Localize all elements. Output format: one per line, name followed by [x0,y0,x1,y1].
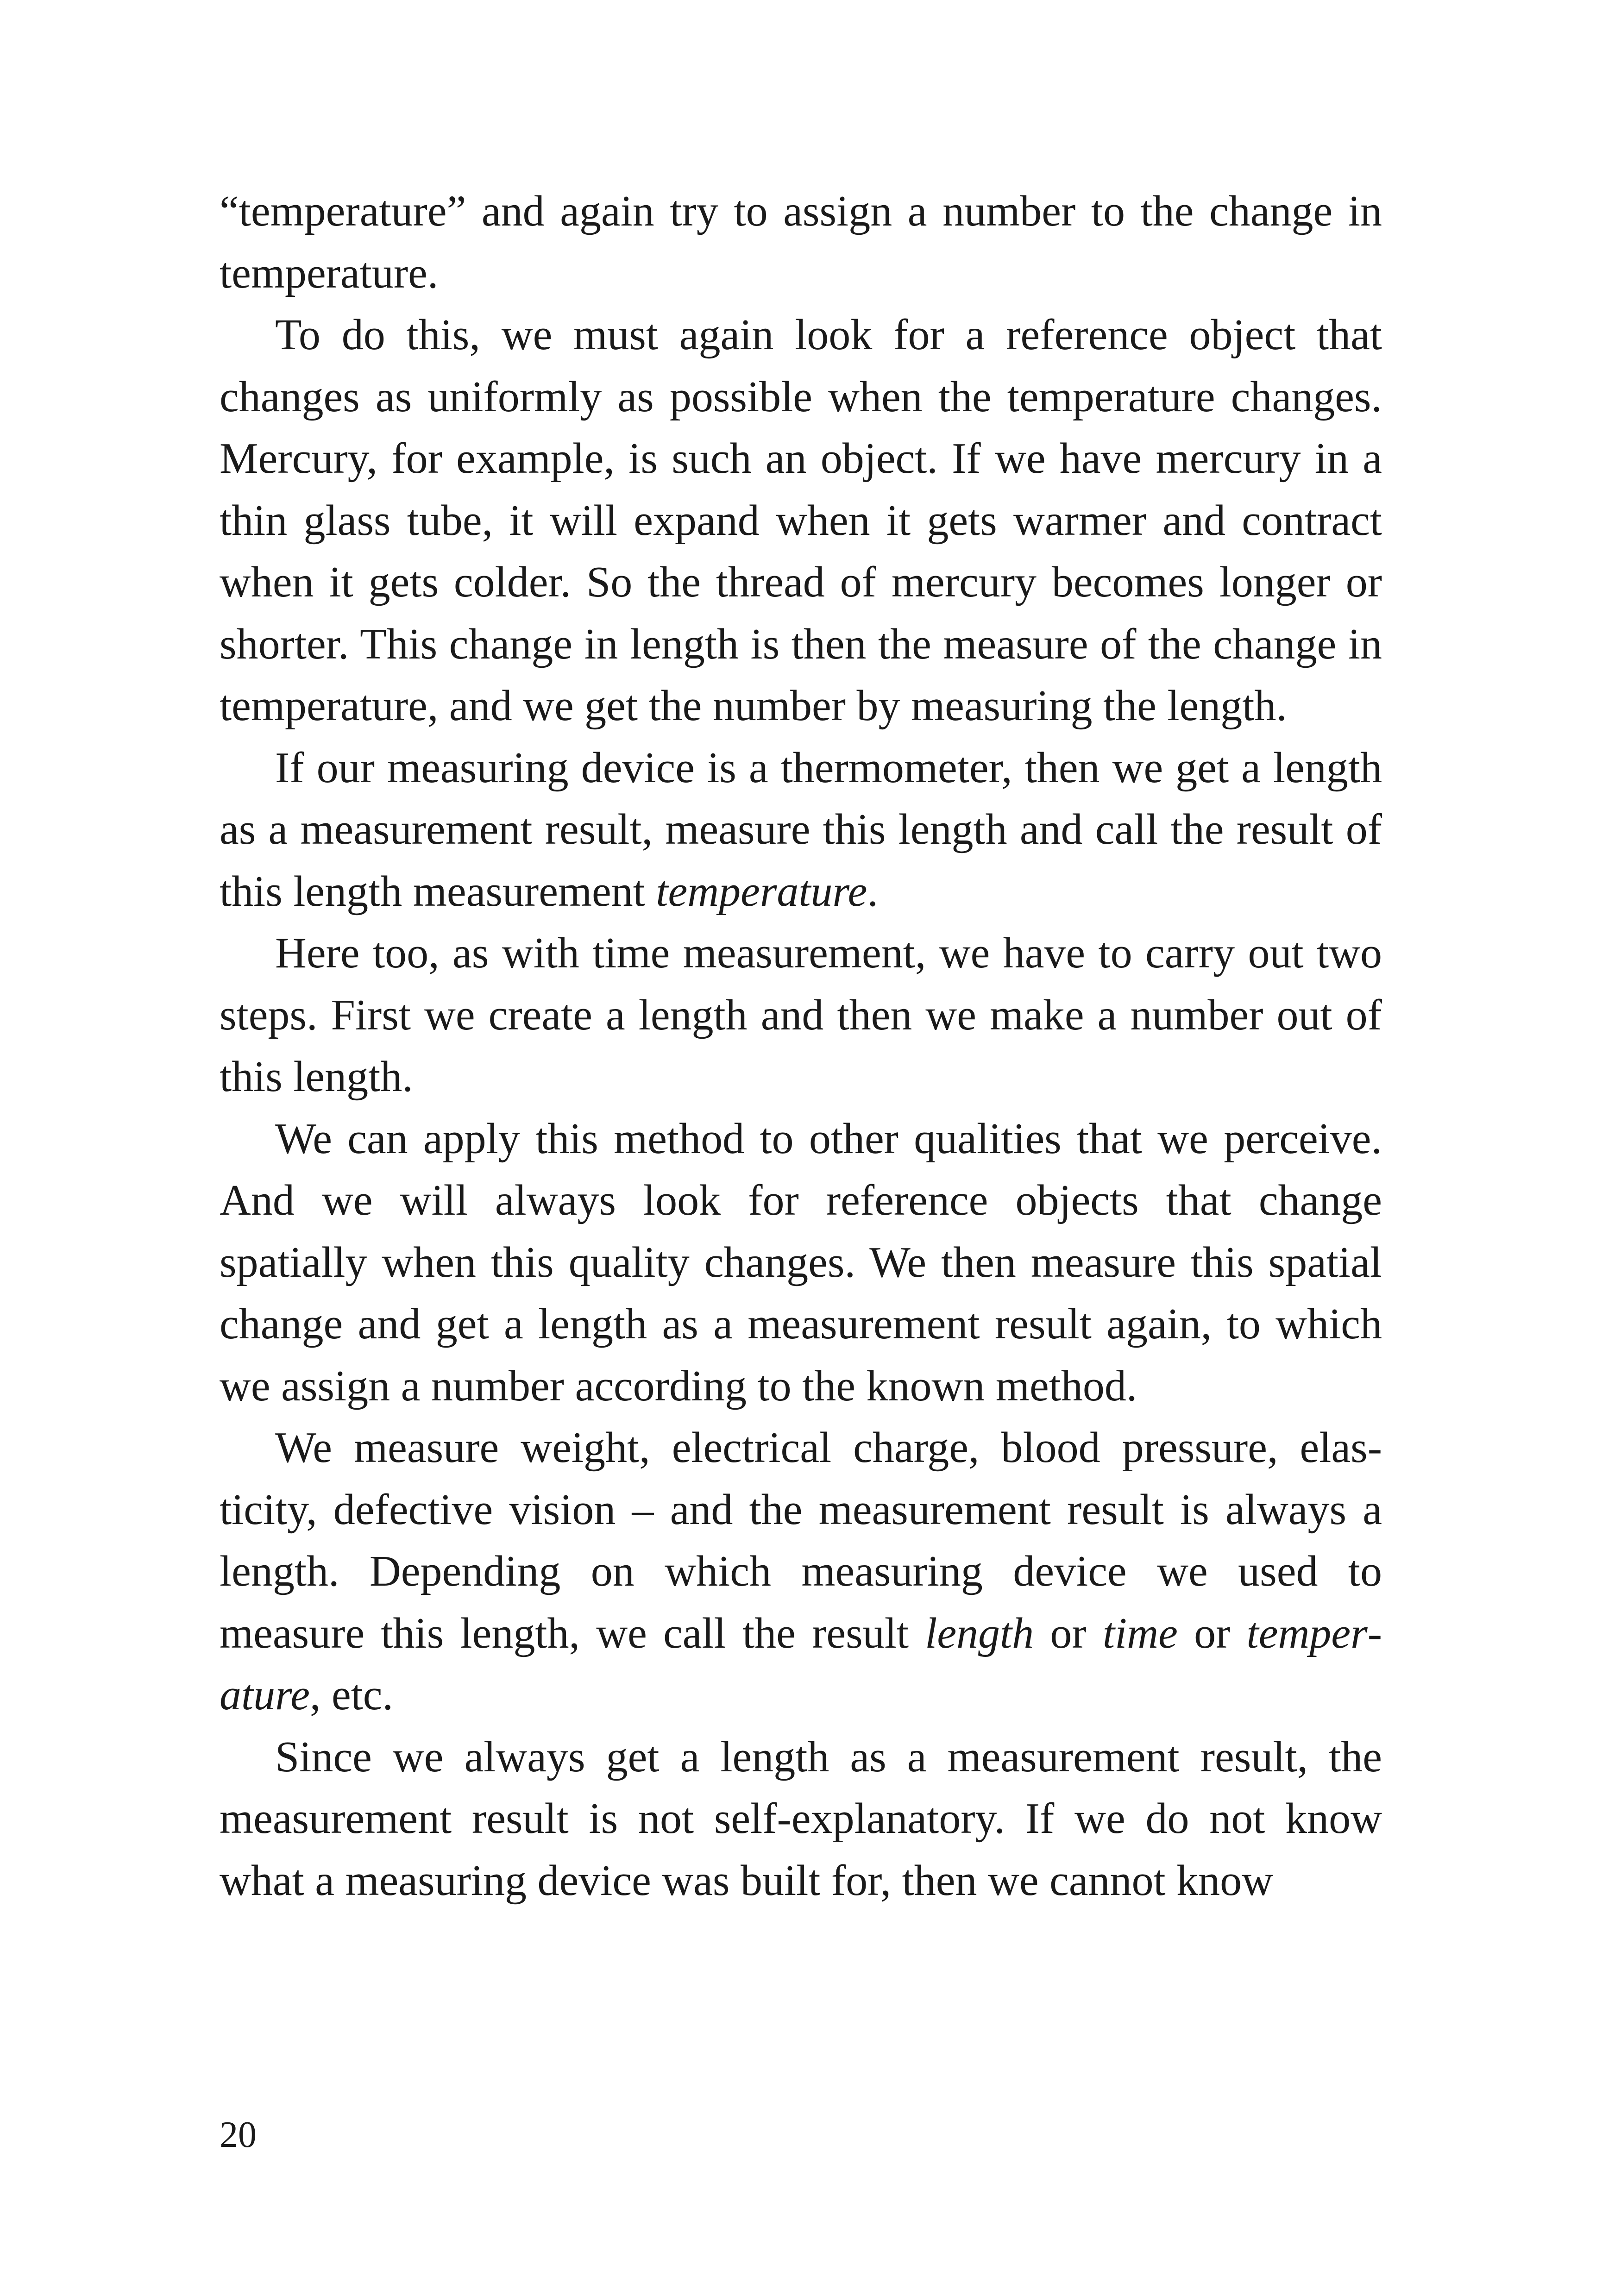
italic-term: time [1103,1609,1178,1657]
paragraph [220,922,1382,1108]
paragraph [220,737,1382,923]
text-run: or [1177,1609,1247,1657]
paragraph [220,1417,1382,1726]
text-run: Here too, as with time measurement, we have to carry out two steps. First we create a length and then we make a number out of this length. [220,929,1382,1101]
text-run: , etc. [309,1671,393,1719]
text-run: To do this, we must again look for a reference object that changes as uniformly as possible when the temperature changes. Mercury, for example, is such an object. If we have mercury in a thin glass tube, it will expand when it gets warmer and contract when it gets colder. So the thread of mercury becomes longer or shorter. This change in length is then the measure of the change in temperature, and we get the number by measuring the length. [220,311,1382,730]
text-run: Since we always get a length as a measurement result, the measurement result is not self-explanatory. If we do not know what a measuring device was built for, then we cannot know [220,1732,1382,1905]
paragraph [220,181,1382,304]
text-run: . [867,867,878,916]
text-run: We measure weight, electrical charge, blood pressure, elasticity, defective vision – and the measurement result is always a length. Depending on which measuring device we used to measure this length, we call the result [220,1424,1382,1657]
italic-term: length [925,1609,1034,1657]
paragraph [220,304,1382,737]
page-number: 20 [220,2114,257,2155]
paragraph [220,1726,1382,1912]
text-run: “temperature” and again try to assign a number to the change in temperature. [220,187,1382,297]
body-text [220,181,1382,1912]
paragraph [220,1108,1382,1418]
text-run: or [1034,1609,1103,1657]
italic-term: temperature [656,867,867,916]
italic-term: temperature [220,1609,1382,1719]
text-run: We can apply this method to other qualities that we perceive. And we will always look for reference objects that change spatially when this quality changes. We then measure this spatial change and get a length as a measurement result again, to which we assign a number according to the known method. [220,1114,1382,1410]
text-run: If our measuring device is a thermometer, then we get a length as a measurement result, measure this length and call the result of this length measurement [220,743,1382,916]
